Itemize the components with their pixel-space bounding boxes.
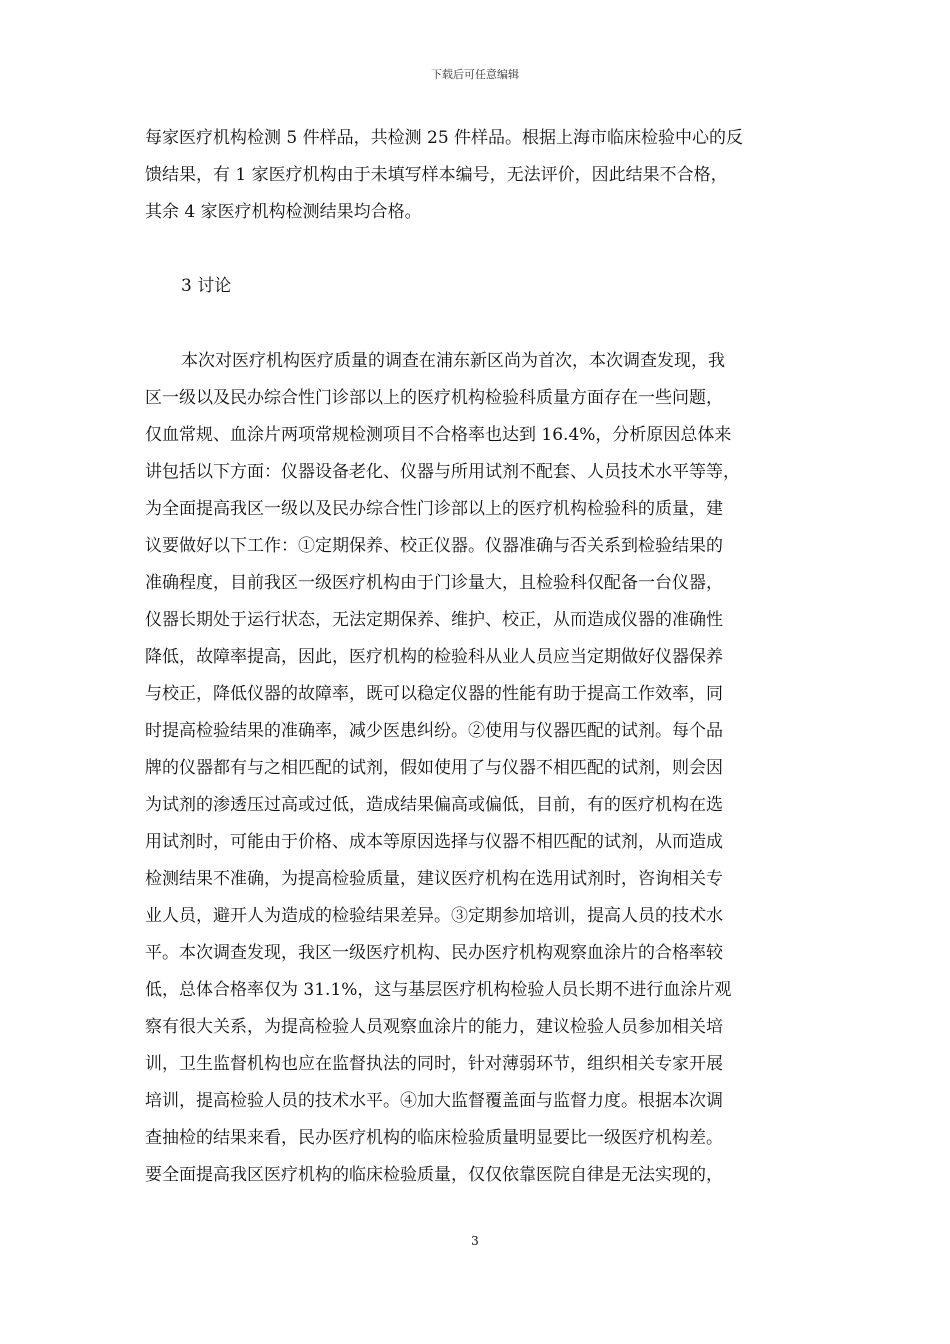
text-line: 为全面提高我区一级以及民办综合性门诊部以上的医疗机构检验科的质量，建 [145,499,723,519]
page-number: 3 [471,1234,479,1248]
text-line: 每家医疗机构检测 5 件样品，共检测 25 件样品。根据上海市临床检验中心的反 [145,128,744,148]
text-line: 业人员，避开人为造成的检验结果差异。③定期参加培训，提高人员的技术水 [145,906,723,926]
text-line: 议要做好以下工作：①定期保养、校正仪器。仪器准确与否关系到检验结果的 [145,536,723,556]
text-line: 查抽检的结果来看，民办医疗机构的临床检验质量明显要比一级医疗机构差。 [145,1128,723,1148]
text-line: 察有很大关系，为提高检验人员观察血涂片的能力，建议检验人员参加相关培 [145,1017,723,1037]
text-line: 要全面提高我区医疗机构的临床检验质量，仅仅依靠医院自律是无法实现的， [145,1165,723,1185]
text-line: 时提高检验结果的准确率，减少医患纠纷。②使用与仪器匹配的试剂。每个品 [145,721,723,741]
text-line: 降低，故障率提高，因此，医疗机构的检验科从业人员应当定期做好仪器保养 [145,647,723,667]
text-line: 仪器长期处于运行状态，无法定期保养、维护、校正，从而造成仪器的准确性 [145,610,723,630]
text-line: 训，卫生监督机构也应在监督执法的同时，针对薄弱环节，组织相关专家开展 [145,1054,723,1074]
text-line: 讲包括以下方面：仪器设备老化、仪器与所用试剂不配套、人员技术水平等等， [145,462,740,482]
text-line: 馈结果，有 1 家医疗机构由于未填写样本编号，无法评价，因此结果不合格， [145,165,728,185]
text-line: 其余 4 家医疗机构检测结果均合格。 [145,202,422,222]
text-line: 准确程度，目前我区一级医疗机构由于门诊量大，且检验科仅配备一台仪器， [145,573,723,593]
text-line: 为试剂的渗透压过高或过低，造成结果偏高或偏低，目前，有的医疗机构在选 [145,795,723,815]
text-line: 培训，提高检验人员的技术水平。④加大监督覆盖面与监督力度。根据本次调 [145,1091,723,1111]
text-line: 仅血常规、血涂片两项常规检测项目不合格率也达到 16.4%，分析原因总体来 [145,425,732,445]
text-line: 低，总体合格率仅为 31.1%，这与基层医疗机构检验人员长期不进行血涂片观 [145,980,732,1000]
text-line: 用试剂时，可能由于价格、成本等原因选择与仪器不相匹配的试剂，从而造成 [145,832,723,852]
page-header: 下载后可任意编辑 [431,68,519,81]
text-line: 区一级以及民办综合性门诊部以上的医疗机构检验科质量方面存在一些问题， [145,388,723,408]
text-line: 检测结果不准确，为提高检验质量，建议医疗机构在选用试剂时，咨询相关专 [145,869,723,889]
text-line: 平。本次调查发现，我区一级医疗机构、民办医疗机构观察血涂片的合格率较 [145,943,723,963]
text-line: 本次对医疗机构医疗质量的调查在浦东新区尚为首次，本次调查发现，我 [181,351,725,371]
text-line: 牌的仪器都有与之相匹配的试剂，假如使用了与仪器不相匹配的试剂，则会因 [145,758,723,778]
section-heading: 3 讨论 [181,276,232,296]
text-line: 与校正，降低仪器的故障率，既可以稳定仪器的性能有助于提高工作效率，同 [145,684,723,704]
